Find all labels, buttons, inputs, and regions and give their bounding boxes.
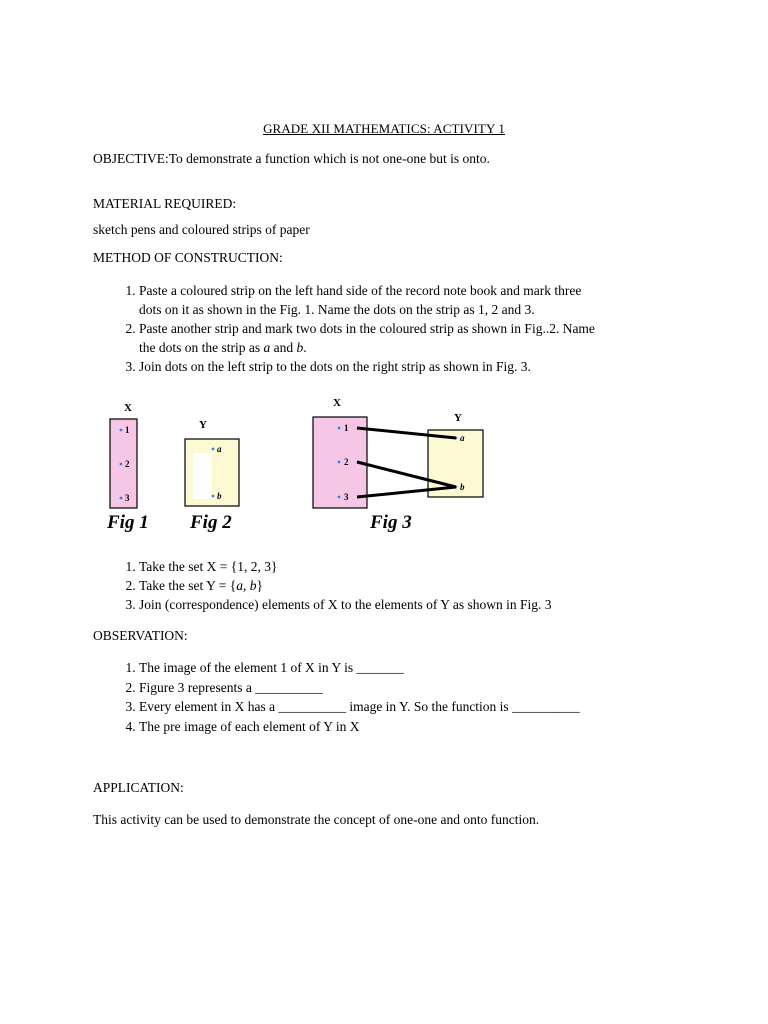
method-steps-list bbox=[93, 281, 739, 376]
method-step bbox=[139, 281, 739, 319]
fig2-dot-b bbox=[212, 495, 215, 498]
var-a: a bbox=[263, 340, 271, 355]
fig3-label-b: b bbox=[460, 482, 465, 492]
var-b: b bbox=[249, 578, 257, 593]
observation-item: 4. The pre image of each element of Y in X bbox=[139, 717, 739, 736]
fig1-dot-1 bbox=[120, 429, 123, 432]
method-step-text bbox=[139, 338, 739, 357]
fig3-label-1: 1 bbox=[344, 423, 349, 433]
text-fragment: . bbox=[303, 340, 307, 355]
fig3-set-y-label: Y bbox=[454, 412, 462, 424]
observation-item: 3. Every element in X has a __________ image in Y. So the function is __________ bbox=[139, 697, 739, 716]
observation-item: 1. The image of the element 1 of X in Y is _______ bbox=[139, 658, 739, 677]
text-fragment: and bbox=[270, 340, 297, 355]
method-step bbox=[139, 319, 739, 357]
page-title: GRADE XII MATHEMATICS: ACTIVITY 1 bbox=[263, 121, 505, 136]
sets-step-text: Join (correspondence) elements of X to the elements of Y as shown in Fig. 3 bbox=[139, 597, 552, 612]
var-b: b bbox=[296, 340, 304, 355]
material-text: sketch pens and coloured strips of paper bbox=[93, 222, 310, 237]
sets-step bbox=[139, 576, 739, 595]
method-step-text: Paste a coloured strip on the left hand side of the record note book and mark three bbox=[139, 283, 582, 298]
method-heading: METHOD OF CONSTRUCTION: bbox=[93, 250, 283, 265]
fig3 bbox=[313, 397, 483, 533]
text-fragment: the dots on the strip as bbox=[139, 340, 264, 355]
fig2-label-b: b bbox=[217, 491, 222, 501]
var-a: a bbox=[236, 578, 243, 593]
function-figures bbox=[100, 393, 520, 541]
fig1 bbox=[106, 402, 149, 533]
fig3-set-x-label: X bbox=[333, 397, 341, 409]
fig3-label-2: 2 bbox=[344, 457, 349, 467]
fig3-dot-2 bbox=[338, 461, 341, 464]
method-step bbox=[139, 357, 739, 376]
text-fragment: } bbox=[256, 578, 263, 593]
fig3-dot-1 bbox=[338, 427, 341, 430]
fig3-caption: Fig 3 bbox=[370, 512, 412, 533]
method-step-text: dots on it as shown in the Fig. 1. Name the dots on the strip as 1, 2 and 3. bbox=[139, 302, 535, 317]
observation-item: 2. Figure 3 represents a __________ bbox=[139, 678, 739, 697]
method-step-text: Paste another strip and mark two dots in the coloured strip as shown in Fig..2. Name bbox=[139, 321, 595, 336]
fig1-label-2: 2 bbox=[125, 459, 130, 469]
method-step-text: Join dots on the left strip to the dots on the right strip as shown in Fig. 3. bbox=[139, 359, 531, 374]
objective-text: OBJECTIVE:To demonstrate a function which is not one-one but is onto. bbox=[93, 151, 490, 166]
sets-step bbox=[139, 557, 739, 576]
fig1-set-x-label: X bbox=[124, 402, 132, 414]
fig1-x-strip bbox=[110, 419, 137, 508]
fig1-dot-2 bbox=[120, 463, 123, 466]
fig2-paper-gap bbox=[193, 453, 212, 499]
fig2-dot-a bbox=[212, 448, 215, 451]
fig1-dot-3 bbox=[120, 497, 123, 500]
application-text: This activity can be used to demonstrate the concept of one-one and onto function. bbox=[93, 812, 540, 827]
fig2-set-y-label: Y bbox=[199, 419, 207, 431]
material-heading: MATERIAL REQUIRED: bbox=[93, 196, 237, 211]
text-fragment: , bbox=[243, 578, 250, 593]
application-heading: APPLICATION: bbox=[93, 780, 184, 795]
text-fragment: Take the set Y = { bbox=[139, 578, 237, 593]
fig3-label-a: a bbox=[460, 433, 465, 443]
fig2 bbox=[185, 419, 239, 533]
observation-list bbox=[93, 658, 739, 736]
fig2-label-a: a bbox=[217, 444, 222, 454]
fig1-caption: Fig 1 bbox=[107, 512, 149, 533]
fig2-caption: Fig 2 bbox=[190, 512, 232, 533]
observation-heading: OBSERVATION: bbox=[93, 628, 188, 643]
sets-step bbox=[139, 595, 739, 614]
fig1-label-3: 3 bbox=[125, 493, 130, 503]
fig3-label-3: 3 bbox=[344, 492, 349, 502]
fig1-label-1: 1 bbox=[125, 425, 130, 435]
fig3-dot-3 bbox=[338, 496, 341, 499]
sets-step-text: Take the set X = {1, 2, 3} bbox=[139, 559, 278, 574]
sets-steps-list bbox=[93, 557, 739, 614]
